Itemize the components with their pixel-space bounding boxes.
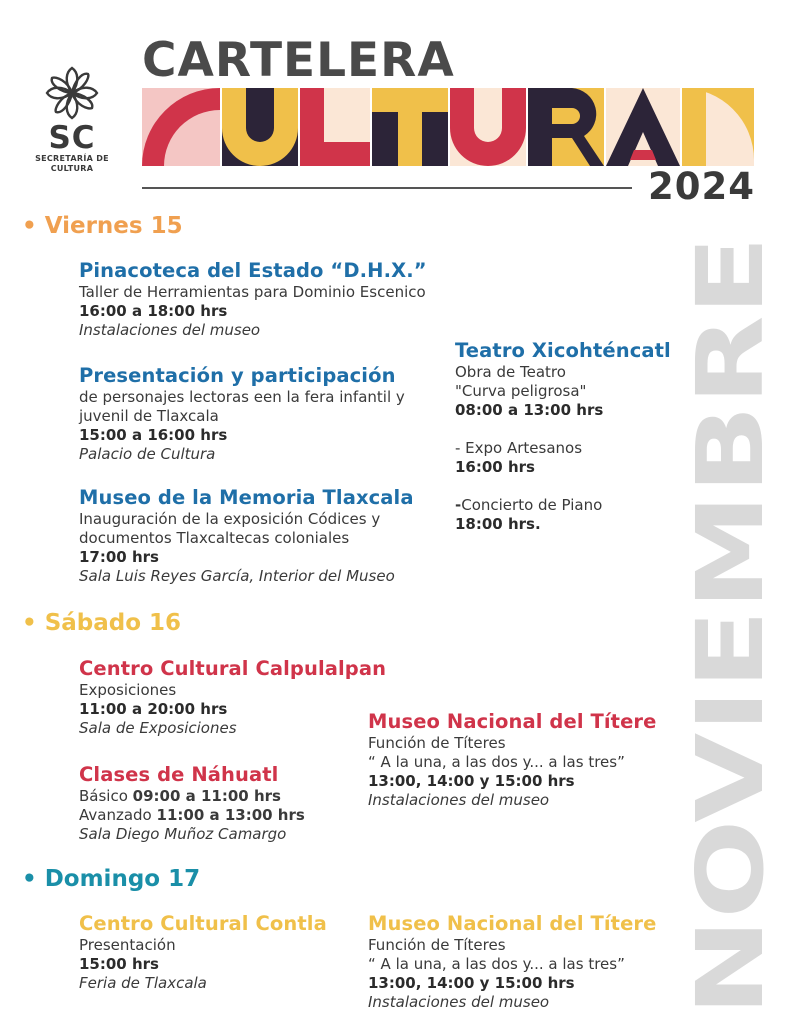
- event-museo-titere-sat: [368, 710, 698, 810]
- month-vertical-label: [677, 226, 784, 1016]
- event-venue: Clases de Náhuatl: [79, 763, 279, 786]
- event-museo-titere-sun: [368, 912, 698, 1012]
- event-schedule-line: Avanzado 11:00 a 13:00 hrs: [79, 806, 305, 824]
- day-label: Viernes 15: [44, 213, 183, 239]
- event-time: 13:00, 14:00 y 15:00 hrs: [368, 772, 575, 790]
- page-title: CARTELERA: [142, 33, 455, 88]
- bullet-dot-icon: •: [22, 866, 37, 892]
- event-description: - Expo Artesanos: [455, 439, 583, 457]
- event-time: 17:00 hrs: [79, 548, 159, 566]
- logo-line-2: CULTURA: [50, 164, 94, 173]
- event-place: Sala de Exposiciones: [79, 719, 237, 737]
- event-description: “ A la una, a las dos y... a las tres”: [368, 753, 625, 771]
- event-time: 11:00 a 20:00 hrs: [79, 700, 228, 718]
- event-museo-memoria: [79, 486, 449, 586]
- event-time: 08:00 a 13:00 hrs: [455, 401, 604, 419]
- event-venue: Presentación y participación: [79, 364, 396, 387]
- event-place: Instalaciones del museo: [368, 791, 550, 809]
- cultural-banner: [142, 88, 754, 166]
- event-place: Sala Luis Reyes García, Interior del Museo: [79, 567, 395, 585]
- event-teatro-xicohtencatl: [455, 339, 695, 534]
- cultural-geometric-banner: [142, 88, 754, 166]
- event-venue: Pinacoteca del Estado “D.H.X.”: [79, 259, 427, 282]
- day-label: Domingo 17: [44, 866, 201, 892]
- event-venue: Museo de la Memoria Tlaxcala: [79, 486, 414, 509]
- bullet-dot-icon: •: [22, 610, 37, 636]
- event-description: "Curva peligrosa": [455, 382, 587, 400]
- event-venue: Museo Nacional del Títere: [368, 912, 657, 935]
- day-label: Sábado 16: [44, 610, 182, 636]
- event-description: “ A la una, a las dos y... a las tres”: [368, 955, 625, 973]
- event-contla: [79, 912, 359, 993]
- flower-emblem-icon: [44, 66, 100, 120]
- event-time: 13:00, 14:00 y 15:00 hrs: [368, 974, 575, 992]
- event-place: Instalaciones del museo: [368, 993, 550, 1011]
- event-place: Instalaciones del museo: [79, 321, 261, 339]
- event-venue: Teatro Xicohténcatl: [455, 339, 671, 362]
- bullet-dot-icon: •: [22, 213, 37, 239]
- event-venue: Centro Cultural Contla: [79, 912, 327, 935]
- event-venue: Museo Nacional del Títere: [368, 710, 657, 733]
- event-description: juvenil de Tlaxcala: [79, 407, 219, 425]
- event-description: Inauguración de la exposición Códices y: [79, 510, 381, 528]
- event-description: de personajes lectoras een la fera infantil y: [79, 388, 405, 406]
- event-place: Palacio de Cultura: [79, 445, 216, 463]
- day-heading-saturday: [22, 609, 181, 637]
- day-heading-sunday: [22, 865, 200, 893]
- event-description: Obra de Teatro: [455, 363, 566, 381]
- logo-line-1: SECRETARÍA DE: [35, 154, 109, 163]
- event-time: 15:00 hrs: [79, 955, 159, 973]
- sc-logo: [22, 66, 122, 174]
- event-time: 15:00 a 16:00 hrs: [79, 426, 228, 444]
- year: 2024: [648, 165, 755, 208]
- month-text: NOVIEMBRE: [677, 399, 784, 1016]
- event-description: Función de Títeres: [368, 936, 506, 954]
- event-time: 16:00 hrs: [455, 458, 535, 476]
- event-schedule-line: Básico 09:00 a 11:00 hrs: [79, 787, 281, 805]
- event-time: 18:00 hrs.: [455, 515, 541, 533]
- event-description: Función de Títeres: [368, 734, 506, 752]
- logo-abbreviation: SC: [48, 120, 96, 156]
- event-description: Presentación: [79, 936, 176, 954]
- event-description: -Concierto de Piano: [455, 496, 603, 514]
- event-presentacion: [79, 364, 449, 464]
- event-description: Exposiciones: [79, 681, 177, 699]
- event-description: Taller de Herramientas para Dominio Escenico: [79, 283, 426, 301]
- header-divider: [142, 187, 632, 189]
- event-place: Sala Diego Muñoz Camargo: [79, 825, 287, 843]
- day-heading-friday: [22, 212, 183, 240]
- event-pinacoteca: [79, 259, 449, 340]
- event-time: 16:00 a 18:00 hrs: [79, 302, 228, 320]
- event-description: documentos Tlaxcaltecas coloniales: [79, 529, 350, 547]
- event-venue: Centro Cultural Calpulalpan: [79, 657, 387, 680]
- event-place: Feria de Tlaxcala: [79, 974, 207, 992]
